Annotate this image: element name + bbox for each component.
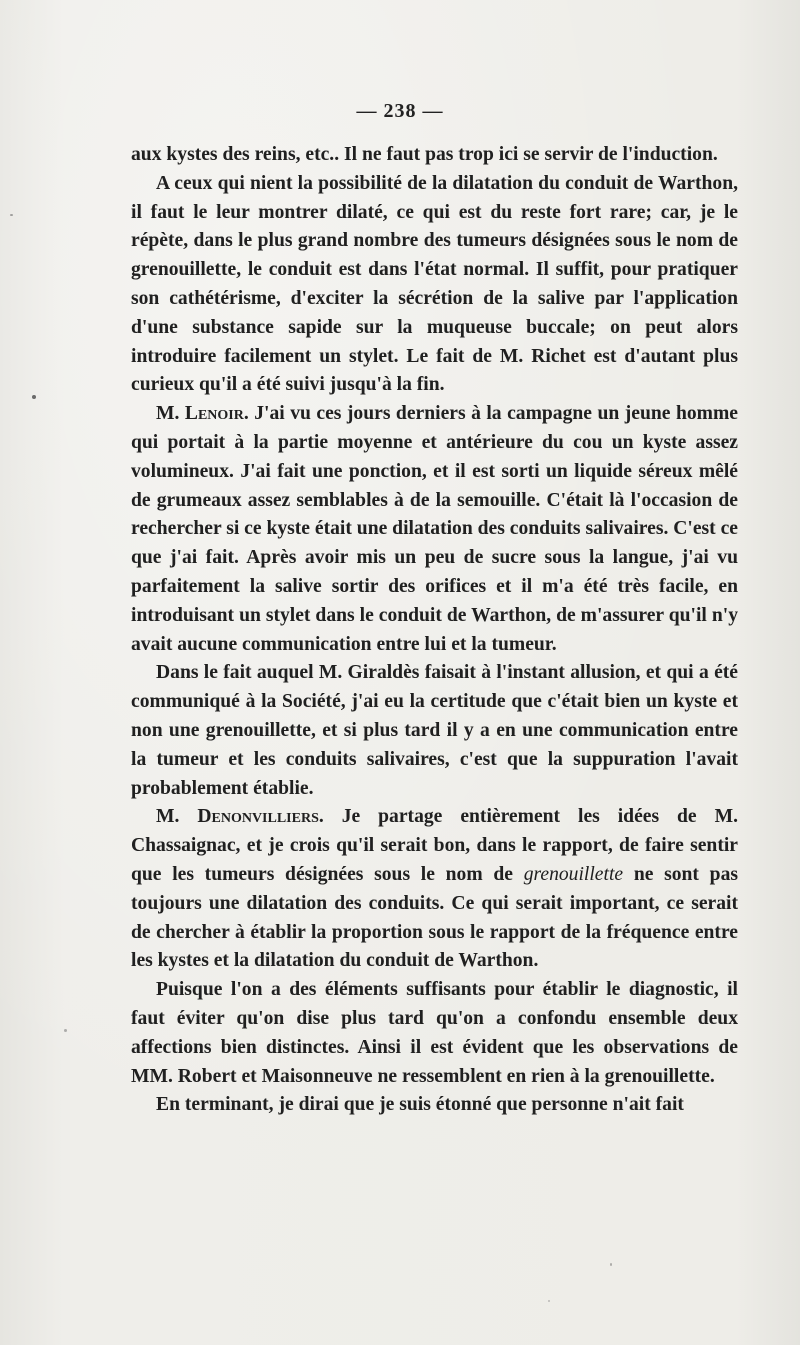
speaker-name: M. Lenoir. bbox=[156, 403, 249, 425]
paragraph-3-text: J'ai vu ces jours derniers à la campagne un jeune homme qui portait à la partie moyenne et antérieure du cou un kyste assez volumineux. J'ai fait une ponction, et il est sorti un liquide séreux mêlé de grumeaux assez semblables à de la semouille. C'était là l'occasion de rechercher si ce kyste était une dilatation des conduits salivaires. C'est ce que j'ai fait. Après avoir mis un peu de sucre sous la langue, j'ai vu parfaitement la salive sortir des orifices et il m'a été très facile, en introduisant un stylet dans le conduit de Warthon, de m'assurer qu'il n'y avait aucune communication entre lui et la tumeur. bbox=[131, 403, 738, 655]
paragraph-6: Puisque l'on a des éléments suffisants pour établir le diagnostic, il faut éviter qu'on dise plus tard qu'on a confondu ensemble deux affections bien distinctes. Ainsi il est évident que les observations de MM. Robert et Maisonneuve ne ressemblent en rien à la grenouillette. bbox=[131, 979, 738, 1087]
paragraph-4: Dans le fait auquel M. Giraldès faisait à l'instant allusion, et qui a été communiqué à la Société, j'ai eu la certitude que c'était bien un kyste et non une grenouillette, et si plus tard il y a en une communication entre la tumeur et les conduits salivaires, c'est que la suppuration l'avait probablement établie. bbox=[131, 662, 738, 799]
paragraph-7: En terminant, je dirai que je suis étonné que personne n'ait fait bbox=[156, 1094, 684, 1116]
ink-speck bbox=[64, 1029, 67, 1032]
paragraph-1: aux kystes des reins, etc.. Il ne faut pas trop ici se servir de l'induction. bbox=[131, 144, 718, 165]
paragraph-2: A ceux qui nient la possibilité de la dilatation du conduit de Warthon, il faut le leur montrer dilaté, ce qui est du reste fort rare; car, je le répète, dans le plus grand nombre des tumeurs désignées sous le nom de grenouillette, le conduit est dans l'état normal. Il suffit, pour pratiquer son cathétérisme, d'exciter la sécrétion de la salive par l'application d'une substance sapide sur la muqueuse buccale; on peut alors introduire facilement un stylet. Le fait de M. Richet est d'autant plus curieux qu'il a été suivi jusqu'à la fin. bbox=[131, 172, 738, 396]
emphasis-word: grenouillette bbox=[523, 863, 624, 885]
paragraph-5-text-before: Je partage entièrement les idées de M. Chassaignac, et je crois qu'il serait bon, dans le rapport, de faire sentir que les tumeurs désignées sous le nom de bbox=[131, 806, 738, 885]
paragraph-5-text-after: ne sont pas toujours une dilatation des conduits. Ce qui serait important, ce serait de chercher à établir la proportion sous le rapport de la fréquence entre les kystes et la dilatation du conduit de Warthon. bbox=[131, 863, 738, 972]
ink-speck bbox=[548, 1300, 550, 1302]
paragraph-3 bbox=[131, 400, 738, 659]
paragraph-5 bbox=[131, 803, 738, 976]
speaker-name: M. Denonvilliers. bbox=[156, 806, 324, 828]
ink-speck bbox=[610, 1263, 612, 1266]
body-text bbox=[131, 141, 738, 1120]
page-number: — 238 — bbox=[356, 100, 444, 122]
ink-speck bbox=[32, 395, 36, 399]
ink-speck bbox=[10, 214, 13, 216]
